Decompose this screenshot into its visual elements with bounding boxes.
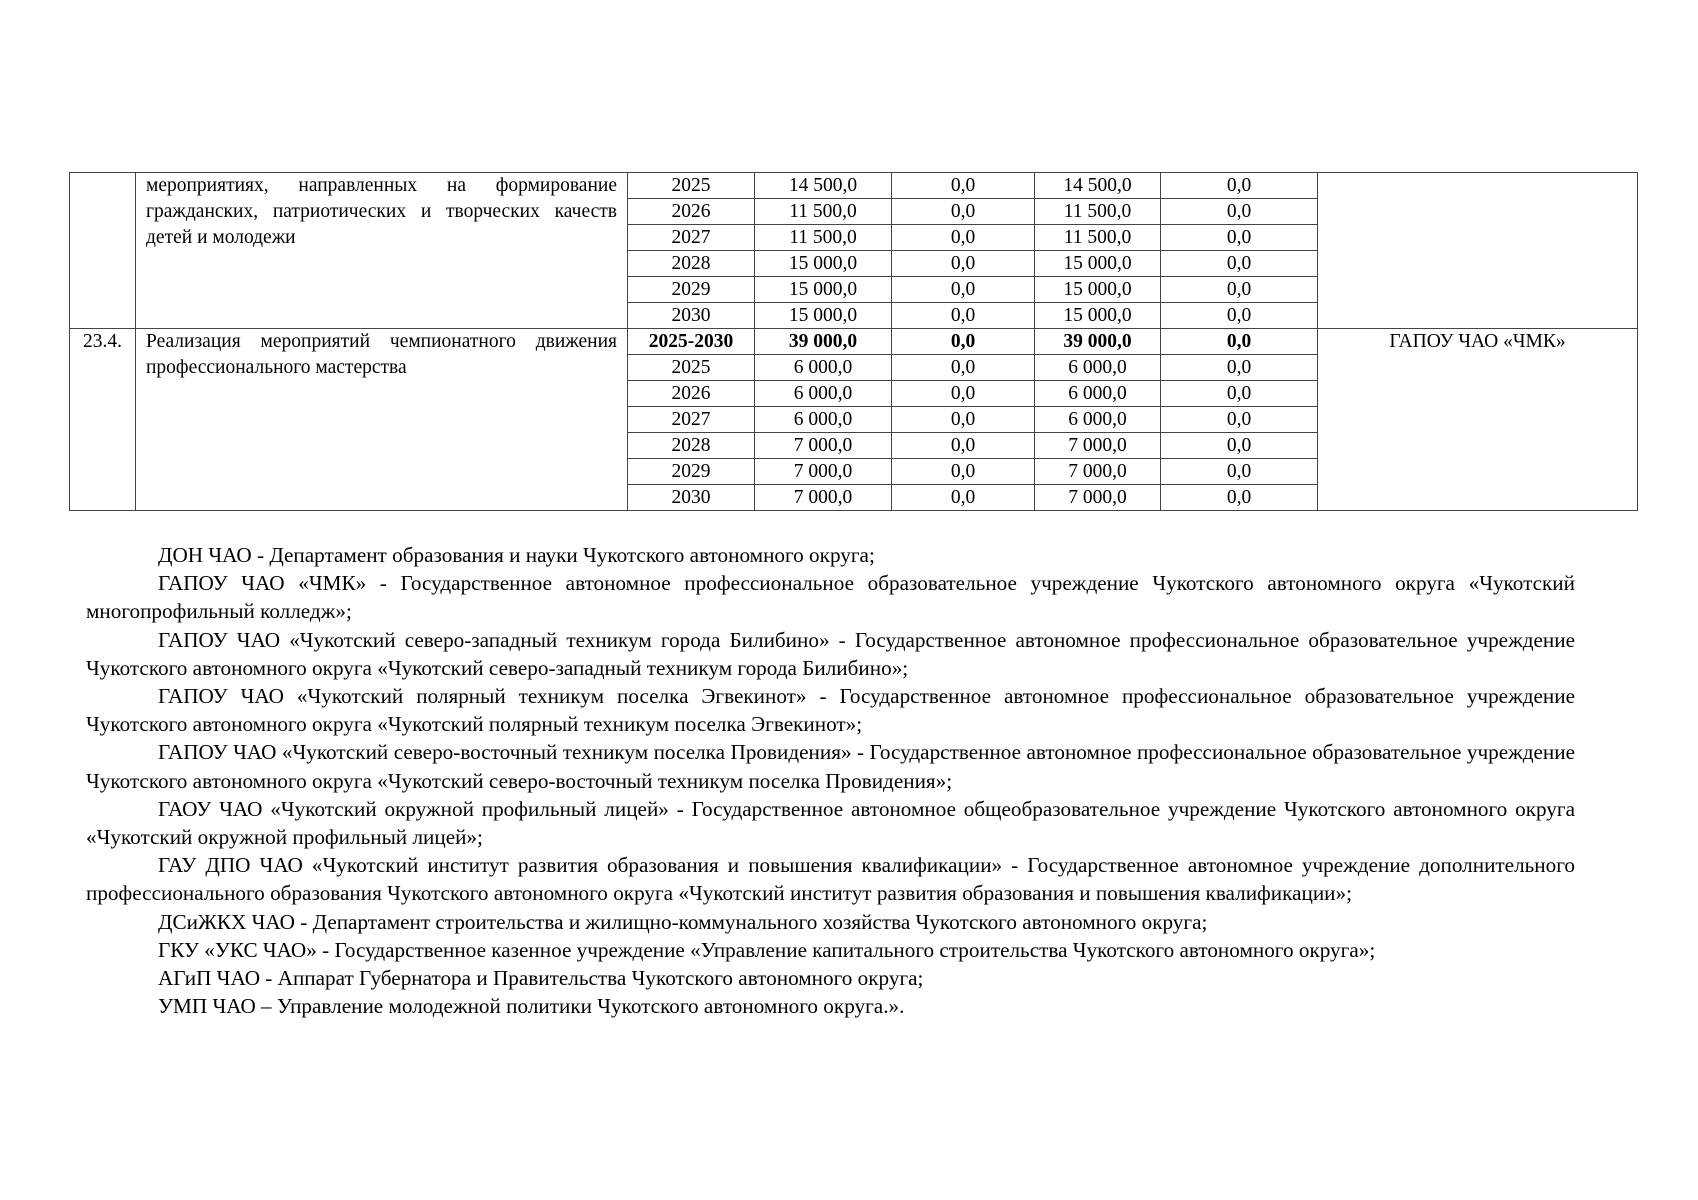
total-cell: 15 000,0	[755, 303, 892, 329]
federal-cell: 0,0	[892, 381, 1035, 407]
regional-cell: 39 000,0	[1035, 329, 1161, 355]
abbreviation-note: ГАОУ ЧАО «Чукотский окружной профильный лицей» - Государственное автономное общеобразовательное учреждение Чукотского автономного округа «Чукотский окружной профильный лицей»;	[86, 796, 1575, 850]
regional-cell: 11 500,0	[1035, 199, 1161, 225]
program-table	[69, 172, 1638, 511]
total-cell: 6 000,0	[755, 381, 892, 407]
federal-cell: 0,0	[892, 251, 1035, 277]
year-cell: 2029	[628, 459, 755, 485]
year-cell: 2030	[628, 485, 755, 511]
activity-name-cell: Реализация мероприятий чемпионатного движения профессионального мастерства	[136, 329, 628, 511]
other-cell: 0,0	[1161, 329, 1318, 355]
other-cell: 0,0	[1161, 277, 1318, 303]
year-cell: 2027	[628, 225, 755, 251]
abbreviations-list	[86, 541, 1575, 1020]
federal-cell: 0,0	[892, 433, 1035, 459]
number-cell	[70, 173, 136, 329]
abbreviation-note: ДСиЖКХ ЧАО - Департамент строительства и жилищно-коммунального хозяйства Чукотского автономного округа;	[158, 909, 1208, 934]
regional-cell: 6 000,0	[1035, 407, 1161, 433]
abbreviation-note: ГАПОУ ЧАО «Чукотский северо-восточный техникум поселка Провидения» - Государственное автономное профессиональное образовательное учреждение Чукотского автономного округа «Чукотский северо-восточный техникум поселка Провидения»;	[86, 740, 1575, 793]
total-cell: 39 000,0	[755, 329, 892, 355]
federal-cell: 0,0	[892, 225, 1035, 251]
table-row	[70, 173, 1638, 199]
other-cell: 0,0	[1161, 433, 1318, 459]
abbreviation-note: ГАУ ДПО ЧАО «Чукотский институт развития образования и повышения квалификации» - Государственное автономное учреждение дополнительного профессионального образования Чукотского автономного округа «Чукотский институт развития образования и повышения квалификации»;	[86, 853, 1575, 906]
federal-cell: 0,0	[892, 459, 1035, 485]
total-cell: 11 500,0	[755, 225, 892, 251]
federal-cell: 0,0	[892, 277, 1035, 303]
abbreviation-note: ГАПОУ ЧАО «Чукотский северо-западный техникум города Билибино» - Государственное автономное профессиональное образовательное учреждение Чукотского автономного округа «Чукотский северо-западный техникум города Билибино»;	[86, 627, 1575, 680]
federal-cell: 0,0	[892, 407, 1035, 433]
abbreviation-note: ГАПОУ ЧАО «Чукотский полярный техникум поселка Эгвекинот» - Государственное автономное профессиональное образовательное учреждение Чукотского автономного округа «Чукотский полярный техникум поселка Эгвекинот»;	[86, 684, 1575, 737]
total-cell: 7 000,0	[755, 433, 892, 459]
abbreviation-note: ГКУ «УКС ЧАО» - Государственное казенное учреждение «Управление капитального строительства Чукотского автономного округа»;	[158, 937, 1376, 962]
regional-cell: 7 000,0	[1035, 485, 1161, 511]
total-cell: 11 500,0	[755, 199, 892, 225]
regional-cell: 14 500,0	[1035, 173, 1161, 199]
year-cell: 2026	[628, 381, 755, 407]
abbreviation-note: АГиП ЧАО - Аппарат Губернатора и Правительства Чукотского автономного округа;	[158, 966, 924, 991]
year-cell: 2025	[628, 355, 755, 381]
executor-cell: ГАПОУ ЧАО «ЧМК»	[1318, 329, 1638, 511]
year-cell: 2026	[628, 199, 755, 225]
other-cell: 0,0	[1161, 199, 1318, 225]
abbreviation-note: УМП ЧАО – Управление молодежной политики Чукотского автономного округа.».	[158, 994, 905, 1019]
other-cell: 0,0	[1161, 173, 1318, 199]
year-cell: 2027	[628, 407, 755, 433]
year-cell: 2028	[628, 433, 755, 459]
federal-cell: 0,0	[892, 355, 1035, 381]
federal-cell: 0,0	[892, 303, 1035, 329]
year-cell: 2028	[628, 251, 755, 277]
year-cell: 2025-2030	[628, 329, 755, 355]
number-cell: 23.4.	[70, 329, 136, 511]
abbreviation-note: ДОН ЧАО - Департамент образования и науки Чукотского автономного округа;	[158, 543, 875, 567]
regional-cell: 7 000,0	[1035, 433, 1161, 459]
abbreviation-note: ГАПОУ ЧАО «ЧМК» - Государственное автономное профессиональное образовательное учреждение Чукотского автономного округа «Чукотский многопрофильный колледж»;	[86, 571, 1575, 624]
federal-cell: 0,0	[892, 199, 1035, 225]
total-cell: 7 000,0	[755, 459, 892, 485]
other-cell: 0,0	[1161, 355, 1318, 381]
total-cell: 15 000,0	[755, 251, 892, 277]
executor-cell	[1318, 173, 1638, 329]
regional-cell: 11 500,0	[1035, 225, 1161, 251]
other-cell: 0,0	[1161, 407, 1318, 433]
other-cell: 0,0	[1161, 225, 1318, 251]
other-cell: 0,0	[1161, 485, 1318, 511]
other-cell: 0,0	[1161, 251, 1318, 277]
regional-cell: 15 000,0	[1035, 303, 1161, 329]
federal-cell: 0,0	[892, 485, 1035, 511]
regional-cell: 15 000,0	[1035, 277, 1161, 303]
year-cell: 2030	[628, 303, 755, 329]
total-cell: 14 500,0	[755, 173, 892, 199]
other-cell: 0,0	[1161, 459, 1318, 485]
total-cell: 7 000,0	[755, 485, 892, 511]
regional-cell: 15 000,0	[1035, 251, 1161, 277]
total-cell: 6 000,0	[755, 355, 892, 381]
federal-cell: 0,0	[892, 173, 1035, 199]
total-cell: 15 000,0	[755, 277, 892, 303]
table-row-total	[70, 329, 1638, 355]
activity-name-cell: мероприятиях, направленных на формирование гражданских, патриотических и творческих качеств детей и молодежи	[136, 173, 628, 329]
year-cell: 2025	[628, 173, 755, 199]
other-cell: 0,0	[1161, 381, 1318, 407]
regional-cell: 6 000,0	[1035, 381, 1161, 407]
year-cell: 2029	[628, 277, 755, 303]
other-cell: 0,0	[1161, 303, 1318, 329]
total-cell: 6 000,0	[755, 407, 892, 433]
regional-cell: 6 000,0	[1035, 355, 1161, 381]
regional-cell: 7 000,0	[1035, 459, 1161, 485]
federal-cell: 0,0	[892, 329, 1035, 355]
